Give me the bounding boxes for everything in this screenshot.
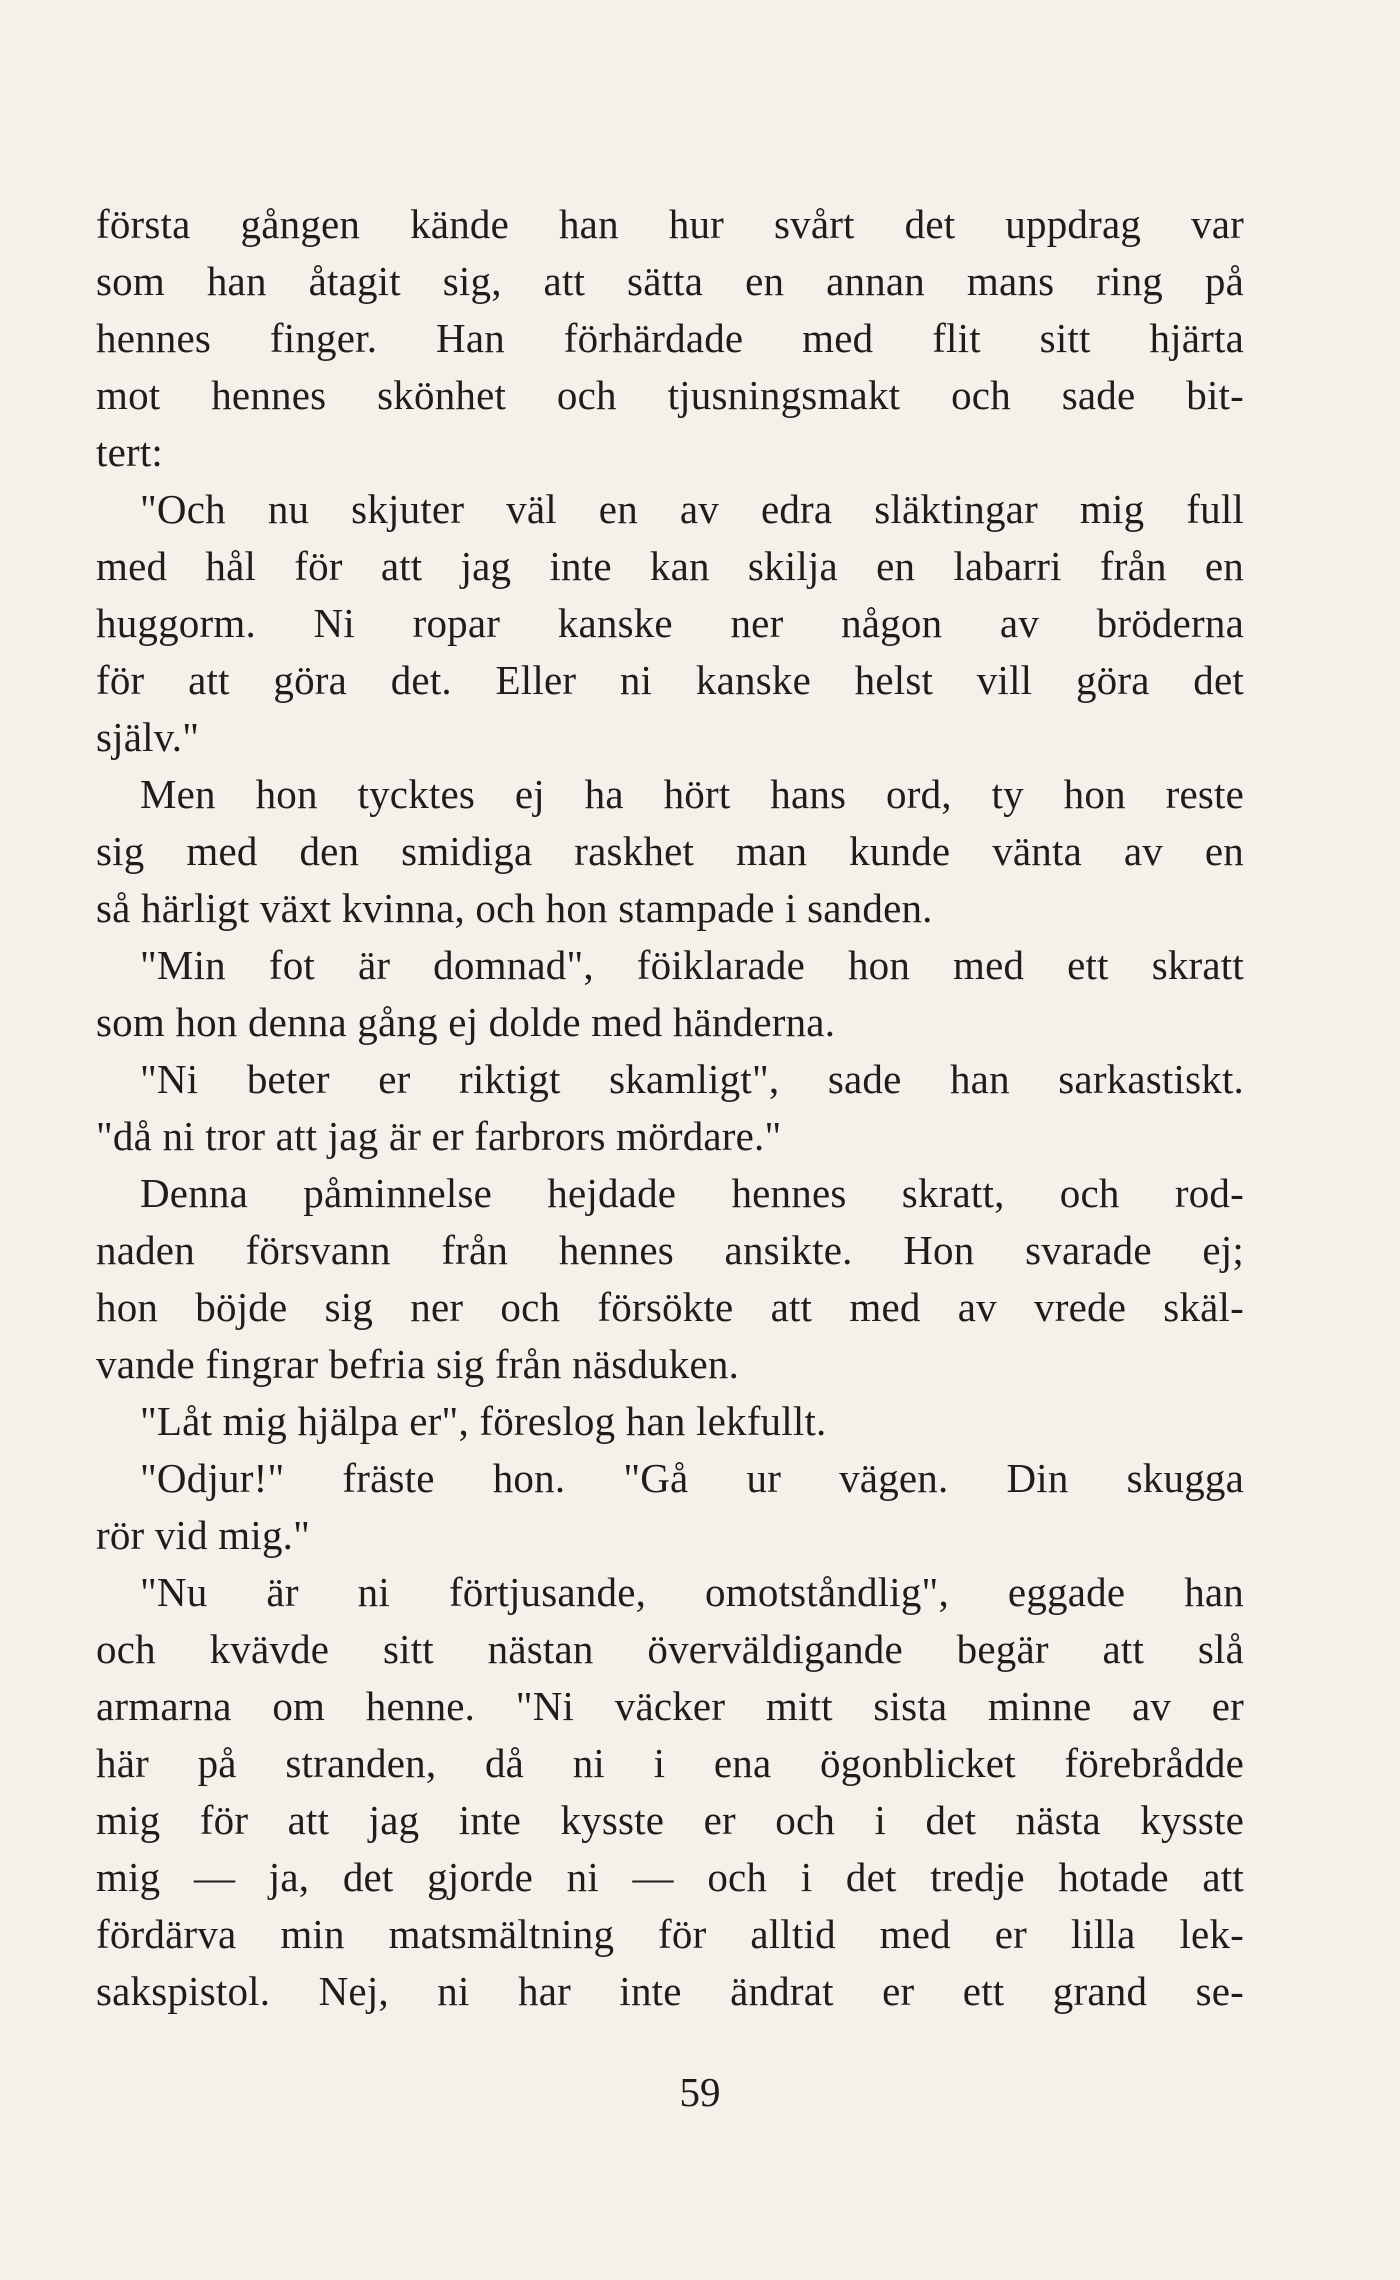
text-line: "Min fot är domnad", föiklarade hon med ett skratt xyxy=(140,942,1244,988)
text-line: sig med den smidiga raskhet man kunde vänta av en xyxy=(96,828,1244,874)
text-line: "då ni tror att jag är er farbrors mördare." xyxy=(96,1113,782,1159)
text-line: "Och nu skjuter väl en av edra släktingar mig full xyxy=(140,486,1244,532)
text-line: med hål för att jag inte kan skilja en labarri från en xyxy=(96,543,1244,589)
text-line: mot hennes skönhet och tjusningsmakt och sade bit- xyxy=(96,372,1244,418)
text-line: tert: xyxy=(96,429,164,475)
text-line: rör vid mig." xyxy=(96,1512,311,1558)
text-line: själv." xyxy=(96,714,200,760)
text-line: "Låt mig hjälpa er", föreslog han lekfullt. xyxy=(140,1398,827,1444)
text-line: Men hon tycktes ej ha hört hans ord, ty hon reste xyxy=(140,771,1244,817)
text-line: första gången kände han hur svårt det uppdrag var xyxy=(96,201,1244,247)
text-line: naden försvann från hennes ansikte. Hon svarade ej; xyxy=(96,1227,1244,1273)
text-line: och kvävde sitt nästan överväldigande begär att slå xyxy=(96,1626,1244,1672)
text-line: armarna om henne. "Ni väcker mitt sista minne av er xyxy=(96,1683,1244,1729)
body-text xyxy=(96,196,1244,2020)
text-line: mig — ja, det gjorde ni — och i det tredje hotade att xyxy=(96,1854,1244,1900)
text-line: fördärva min matsmältning för alltid med er lilla lek- xyxy=(96,1911,1244,1957)
text-line: för att göra det. Eller ni kanske helst vill göra det xyxy=(96,657,1244,703)
text-line: som hon denna gång ej dolde med händerna. xyxy=(96,999,836,1045)
text-line: vande fingrar befria sig från näsduken. xyxy=(96,1341,740,1387)
page-number: 59 xyxy=(679,2069,721,2115)
text-line: huggorm. Ni ropar kanske ner någon av bröderna xyxy=(96,600,1244,646)
text-line: mig för att jag inte kysste er och i det nästa kysste xyxy=(96,1797,1244,1843)
text-line: här på stranden, då ni i ena ögonblicket förebrådde xyxy=(96,1740,1244,1786)
text-line: hennes finger. Han förhärdade med flit sitt hjärta xyxy=(96,315,1244,361)
text-line: "Ni beter er riktigt skamligt", sade han sarkastiskt. xyxy=(140,1056,1244,1102)
text-line: "Odjur!" fräste hon. "Gå ur vägen. Din skugga xyxy=(140,1455,1244,1501)
text-line: så härligt växt kvinna, och hon stampade i sanden. xyxy=(96,885,933,931)
text-line: hon böjde sig ner och försökte att med av vrede skäl- xyxy=(96,1284,1244,1330)
text-line: som han åtagit sig, att sätta en annan mans ring på xyxy=(96,258,1244,304)
text-line: sakspistol. Nej, ni har inte ändrat er ett grand se- xyxy=(96,1968,1244,2014)
text-line: Denna påminnelse hejdade hennes skratt, och rod- xyxy=(140,1170,1244,1216)
text-line: "Nu är ni förtjusande, omotståndlig", eggade han xyxy=(140,1569,1244,1615)
